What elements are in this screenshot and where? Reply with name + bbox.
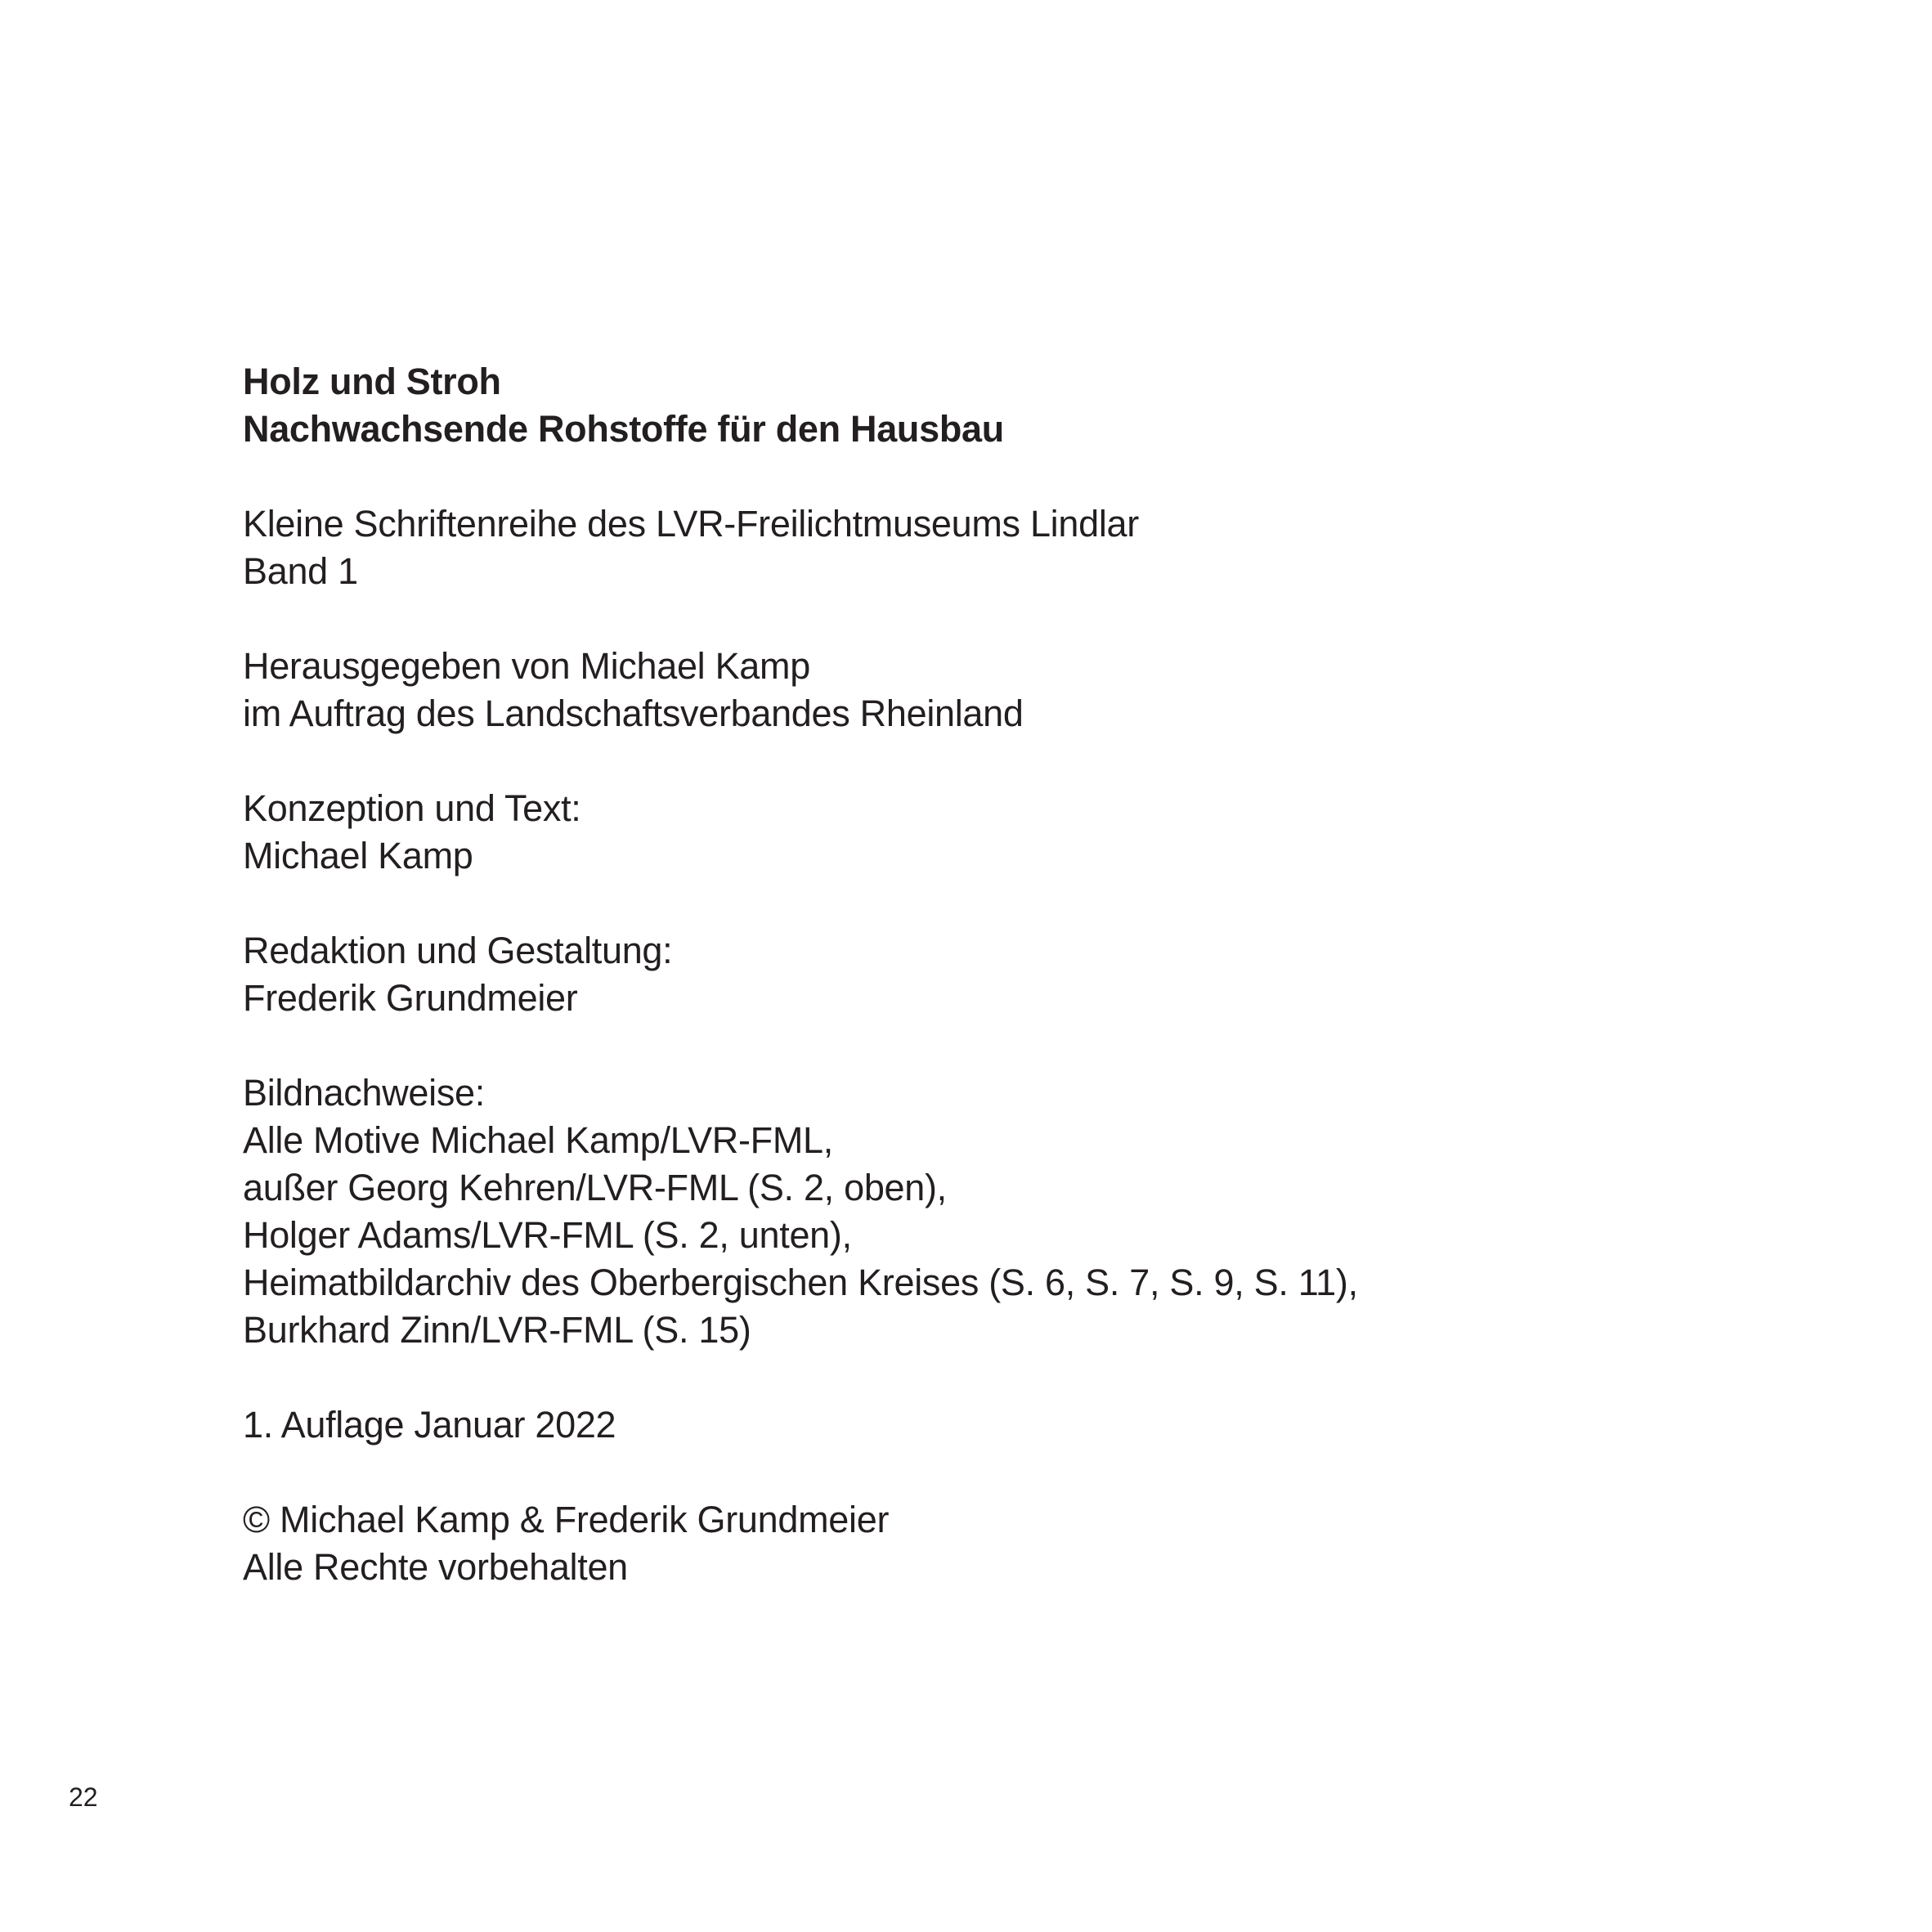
series-name: Kleine Schriftenreihe des LVR-Freilichtmuseums Lindlar bbox=[243, 503, 1139, 545]
concept-label: Konzeption und Text: bbox=[243, 787, 581, 829]
book-subtitle: Nachwachsende Rohstoffe für den Hausbau bbox=[243, 408, 1004, 450]
design-label: Redaktion und Gestaltung: bbox=[243, 930, 673, 971]
series-volume: Band 1 bbox=[243, 550, 358, 592]
imprint-content bbox=[243, 358, 1715, 1638]
editor-block bbox=[243, 643, 1715, 737]
concept-block bbox=[243, 785, 1715, 880]
credits-line: Alle Motive Michael Kamp/LVR-FML, bbox=[243, 1119, 833, 1161]
credits-line: außer Georg Kehren/LVR-FML (S. 2, oben), bbox=[243, 1167, 947, 1208]
copyright-line: © Michael Kamp & Frederik Grundmeier bbox=[243, 1499, 890, 1540]
credits-line: Holger Adams/LVR-FML (S. 2, unten), bbox=[243, 1214, 852, 1256]
series-block bbox=[243, 500, 1715, 595]
credits-line: Heimatbildarchiv des Oberbergischen Kreises (S. 6, S. 7, S. 9, S. 11), bbox=[243, 1262, 1358, 1303]
edition-line: 1. Auflage Januar 2022 bbox=[243, 1404, 616, 1446]
credits-line: Burkhard Zinn/LVR-FML (S. 15) bbox=[243, 1309, 751, 1351]
editor-line: Herausgegeben von Michael Kamp bbox=[243, 645, 810, 687]
commissioner-line: im Auftrag des Landschaftsverbandes Rheinland bbox=[243, 693, 1024, 734]
rights-line: Alle Rechte vorbehalten bbox=[243, 1546, 628, 1588]
page-number: 22 bbox=[69, 1782, 98, 1812]
design-block bbox=[243, 927, 1715, 1022]
design-name: Frederik Grundmeier bbox=[243, 977, 578, 1019]
title-block bbox=[243, 358, 1715, 453]
book-title: Holz und Stroh bbox=[243, 361, 501, 402]
edition-block bbox=[243, 1401, 1715, 1449]
concept-name: Michael Kamp bbox=[243, 835, 473, 876]
credits-label: Bildnachweise: bbox=[243, 1072, 485, 1114]
copyright-block bbox=[243, 1496, 1715, 1591]
credits-block bbox=[243, 1069, 1715, 1354]
